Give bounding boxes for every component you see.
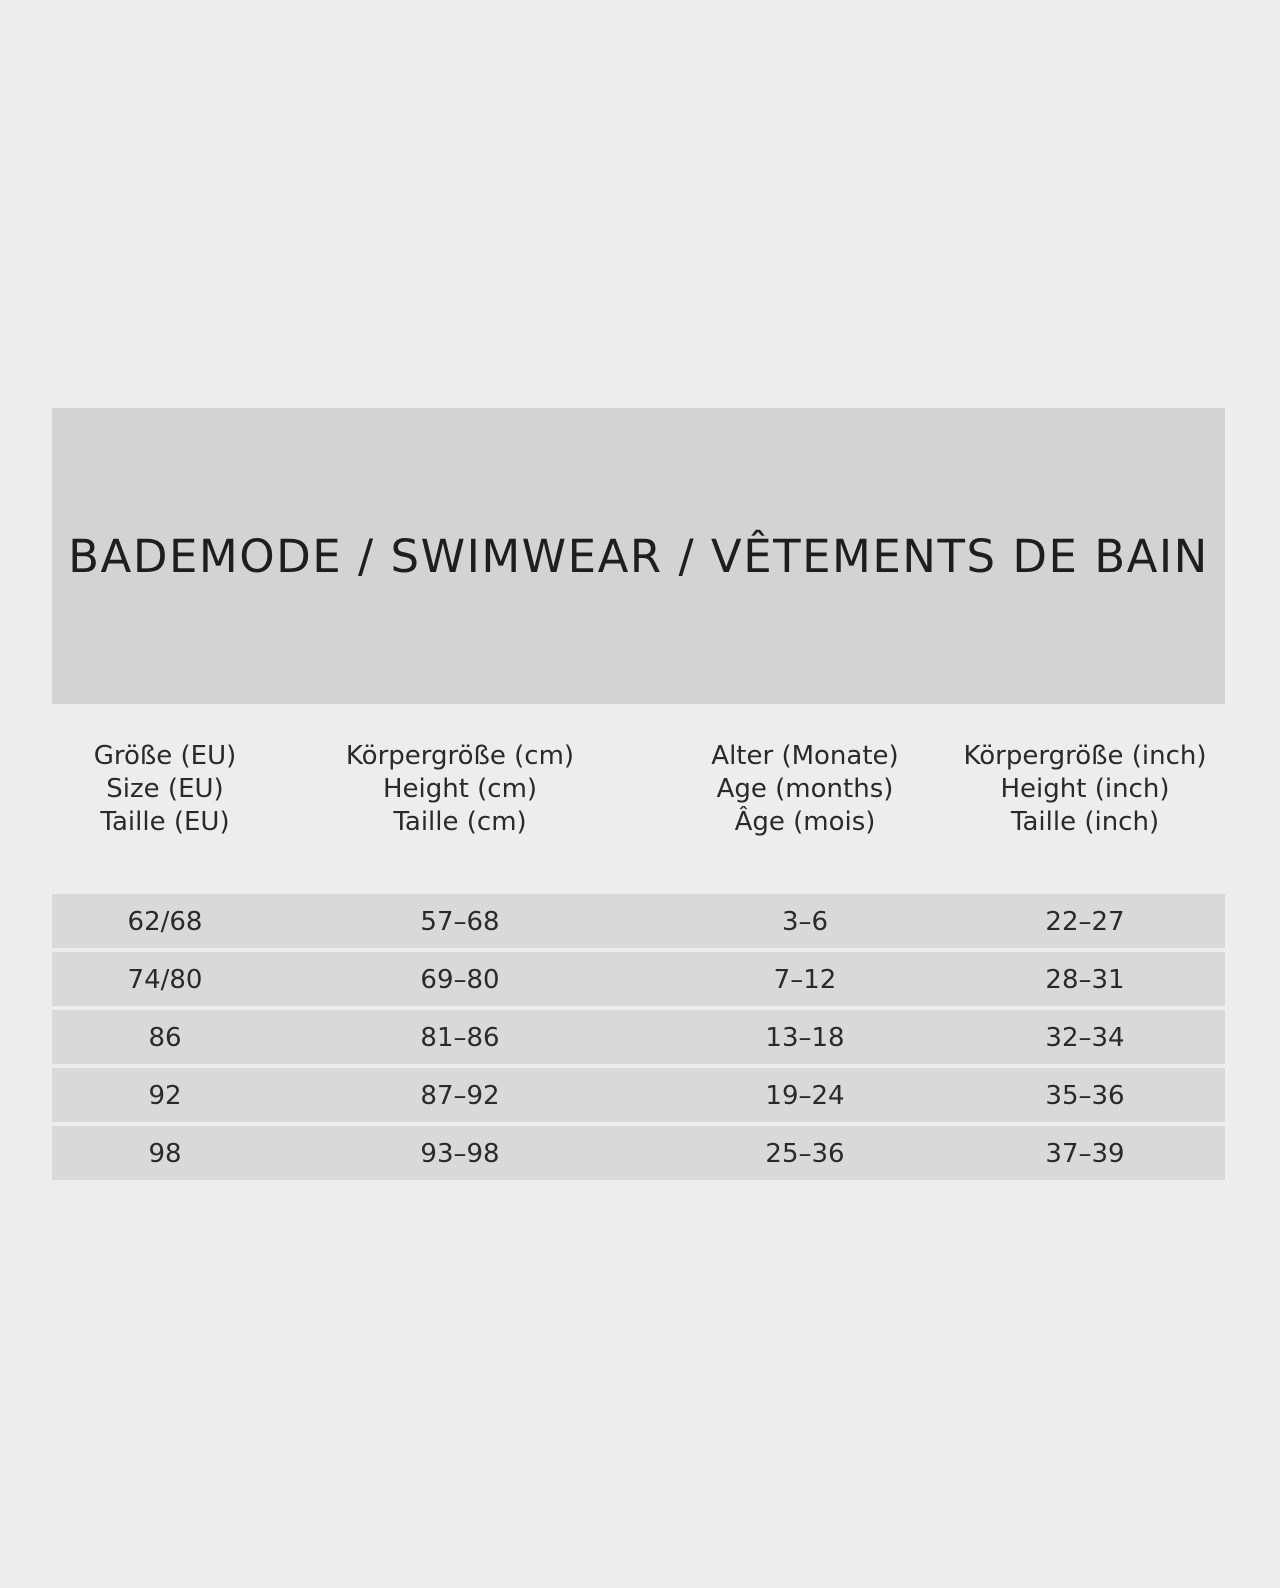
cell-height-inch: 37–39 [1045,1139,1125,1169]
column-header-age-months [650,740,960,839]
cell-age-months: 3–6 [781,907,829,937]
column-header-label-de: Größe (EU) [93,741,237,771]
column-header-label-en: Height (cm) [382,774,538,804]
table-row [52,1126,1225,1180]
cell-height-inch: 35–36 [1045,1081,1125,1111]
column-header-size-eu [70,740,260,839]
table-row [52,952,1225,1006]
cell-height-cm: 57–68 [420,907,500,937]
table-header [52,740,1225,850]
cell-height-cm: 87–92 [420,1081,500,1111]
column-header-label-en: Height (inch) [1000,774,1170,804]
cell-age-months: 25–36 [765,1139,845,1169]
table-row [52,1010,1225,1064]
cell-size-eu: 92 [148,1081,182,1111]
column-header-label-fr: Taille (cm) [393,807,527,837]
column-header-height-cm [310,740,610,839]
cell-age-months: 7–12 [773,965,837,995]
cell-height-cm: 93–98 [420,1139,500,1169]
cell-height-cm: 69–80 [420,965,500,995]
column-header-label-de: Körpergröße (inch) [963,741,1207,771]
cell-height-inch: 28–31 [1045,965,1125,995]
column-header-label-de: Körpergröße (cm) [345,741,575,771]
column-header-height-inch [960,740,1210,839]
cell-height-inch: 32–34 [1045,1023,1125,1053]
column-header-label-fr: Taille (EU) [100,807,230,837]
cell-size-eu: 98 [148,1139,182,1169]
cell-height-inch: 22–27 [1045,907,1125,937]
table-row [52,1068,1225,1122]
title-banner [52,408,1225,704]
page-title: BADEMODE / SWIMWEAR / VÊTEMENTS DE BAIN [68,529,1209,583]
column-header-label-fr: Âge (mois) [734,807,876,837]
column-header-label-fr: Taille (inch) [1010,807,1160,837]
cell-height-cm: 81–86 [420,1023,500,1053]
cell-size-eu: 86 [148,1023,182,1053]
column-header-label-en: Size (EU) [106,774,224,804]
cell-age-months: 13–18 [765,1023,845,1053]
column-header-label-de: Alter (Monate) [711,741,899,771]
cell-age-months: 19–24 [765,1081,845,1111]
cell-size-eu: 62/68 [127,907,203,937]
column-header-label-en: Age (months) [716,774,894,804]
cell-size-eu: 74/80 [127,965,203,995]
table-row [52,894,1225,948]
